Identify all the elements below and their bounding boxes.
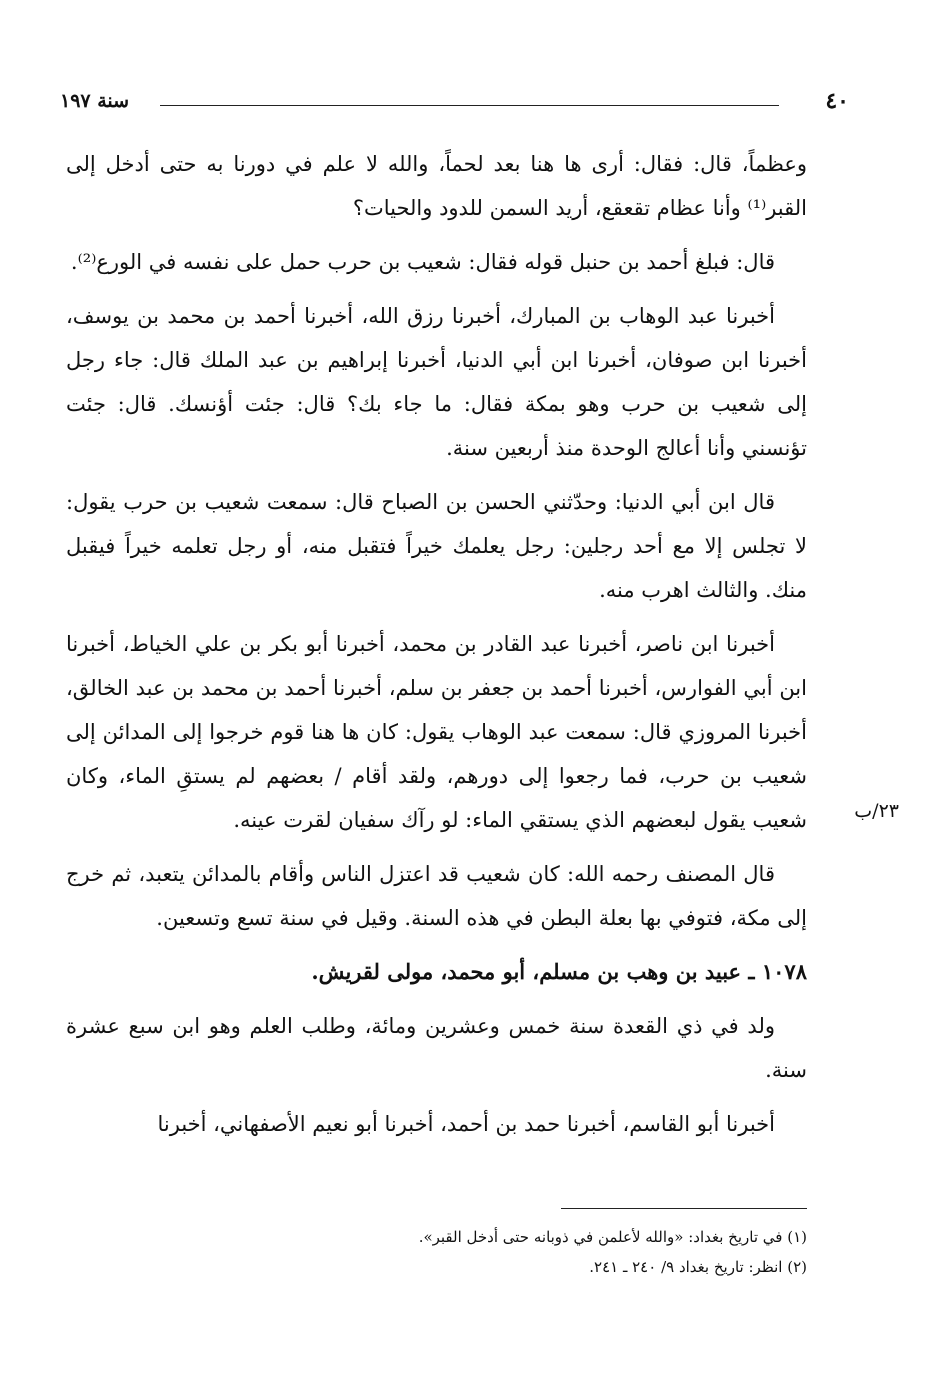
paragraph-3: أخبرنا عبد الوهاب بن المبارك، أخبرنا رزق الله، أخبرنا أحمد بن محمد بن يوسف، أخبرنا ابن صوفان، أخبرنا ابن أبي الدنيا، أخبرنا إبراهيم بن عبد الملك قال: جاء رجل إلى شعيب بن حرب وهو بمكة فقال: ما جاء بك؟ قال: جئت أؤنسك. قال: جئت تؤنسني وأنا أعالج الوحدة منذ أربعين سنة.: [66, 304, 807, 460]
manuscript-folio-note: ٢٣/ب: [854, 800, 899, 822]
running-head: سنة ١٩٧: [60, 90, 130, 112]
footnotes: [66, 1222, 807, 1282]
paragraph-2: قال: فبلغ أحمد بن حنبل قوله فقال: شعيب بن حرب حمل على نفسه في الورع⁽²⁾.: [70, 250, 775, 274]
paragraph-6: قال المصنف رحمه الله: كان شعيب قد اعتزل الناس وأقام بالمدائن يتعبد، ثم خرج إلى مكة، فتوفي بها بعلة البطن في هذه السنة. وقيل في سنة تسع وتسعين.: [66, 862, 807, 930]
footnote-1: (١) في تاريخ بغداد: «والله لأعلمن في ذوبانه حتى أدخل القبر».: [418, 1228, 807, 1246]
main-text: [66, 142, 807, 1156]
paragraph-1: وعظماً، قال: فقال: أرى ها هنا بعد لحماً، والله لا علم في دورنا به حتى أدخل إلى القبر⁽¹⁾ وأنا عظام تقعقع، أريد السمن للدود والحيات؟: [66, 152, 807, 220]
entry-paragraph-1: ولد في ذي القعدة سنة خمس وعشرين ومائة، وطلب العلم وهو ابن سبع عشرة سنة.: [66, 1014, 807, 1082]
paragraph-4: قال ابن أبي الدنيا: وحدّثني الحسن بن الصباح قال: سمعت شعيب بن حرب يقول: لا تجلس إلا مع أحد رجلين: رجل يعلمك خيراً فتقبل منه، أو رجل تعلمه خيراً فيقبل منك. والثالث اهرب منه.: [66, 490, 807, 602]
paragraph-5: أخبرنا ابن ناصر، أخبرنا عبد القادر بن محمد، أخبرنا أبو بكر بن علي الخياط، أخبرنا ابن أبي الفوارس، أخبرنا أحمد بن جعفر بن سلم، أخبرنا أحمد بن محمد بن عبد الخالق، أخبرنا المروزي قال: سمعت عبد الوهاب يقول: كان ها هنا قوم خرجوا إلى المدائن إلى شعيب بن حرب، فما رجعوا إلى دورهم، ولقد أقام / بعضهم لم يستقِ الماء، وكان شعيب يقول لبعضهم الذي يستقي الماء: لو رآك سفيان لقرت عينه.: [66, 632, 807, 832]
entry-paragraph-2: أخبرنا أبو القاسم، أخبرنا حمد بن أحمد، أخبرنا أبو نعيم الأصفهاني، أخبرنا: [157, 1112, 775, 1136]
footnote-rule: [561, 1208, 807, 1209]
page-number: ٤٠: [825, 88, 849, 114]
header-rule: [160, 105, 779, 106]
page-header: [60, 88, 849, 118]
entry-title: ١٠٧٨ ـ عبيد بن وهب بن مسلم، أبو محمد، مولى لقريش.: [311, 959, 807, 984]
footnote-2: (٢) انظر: تاريخ بغداد ٩/ ٢٤٠ ـ ٢٤١.: [589, 1258, 807, 1276]
